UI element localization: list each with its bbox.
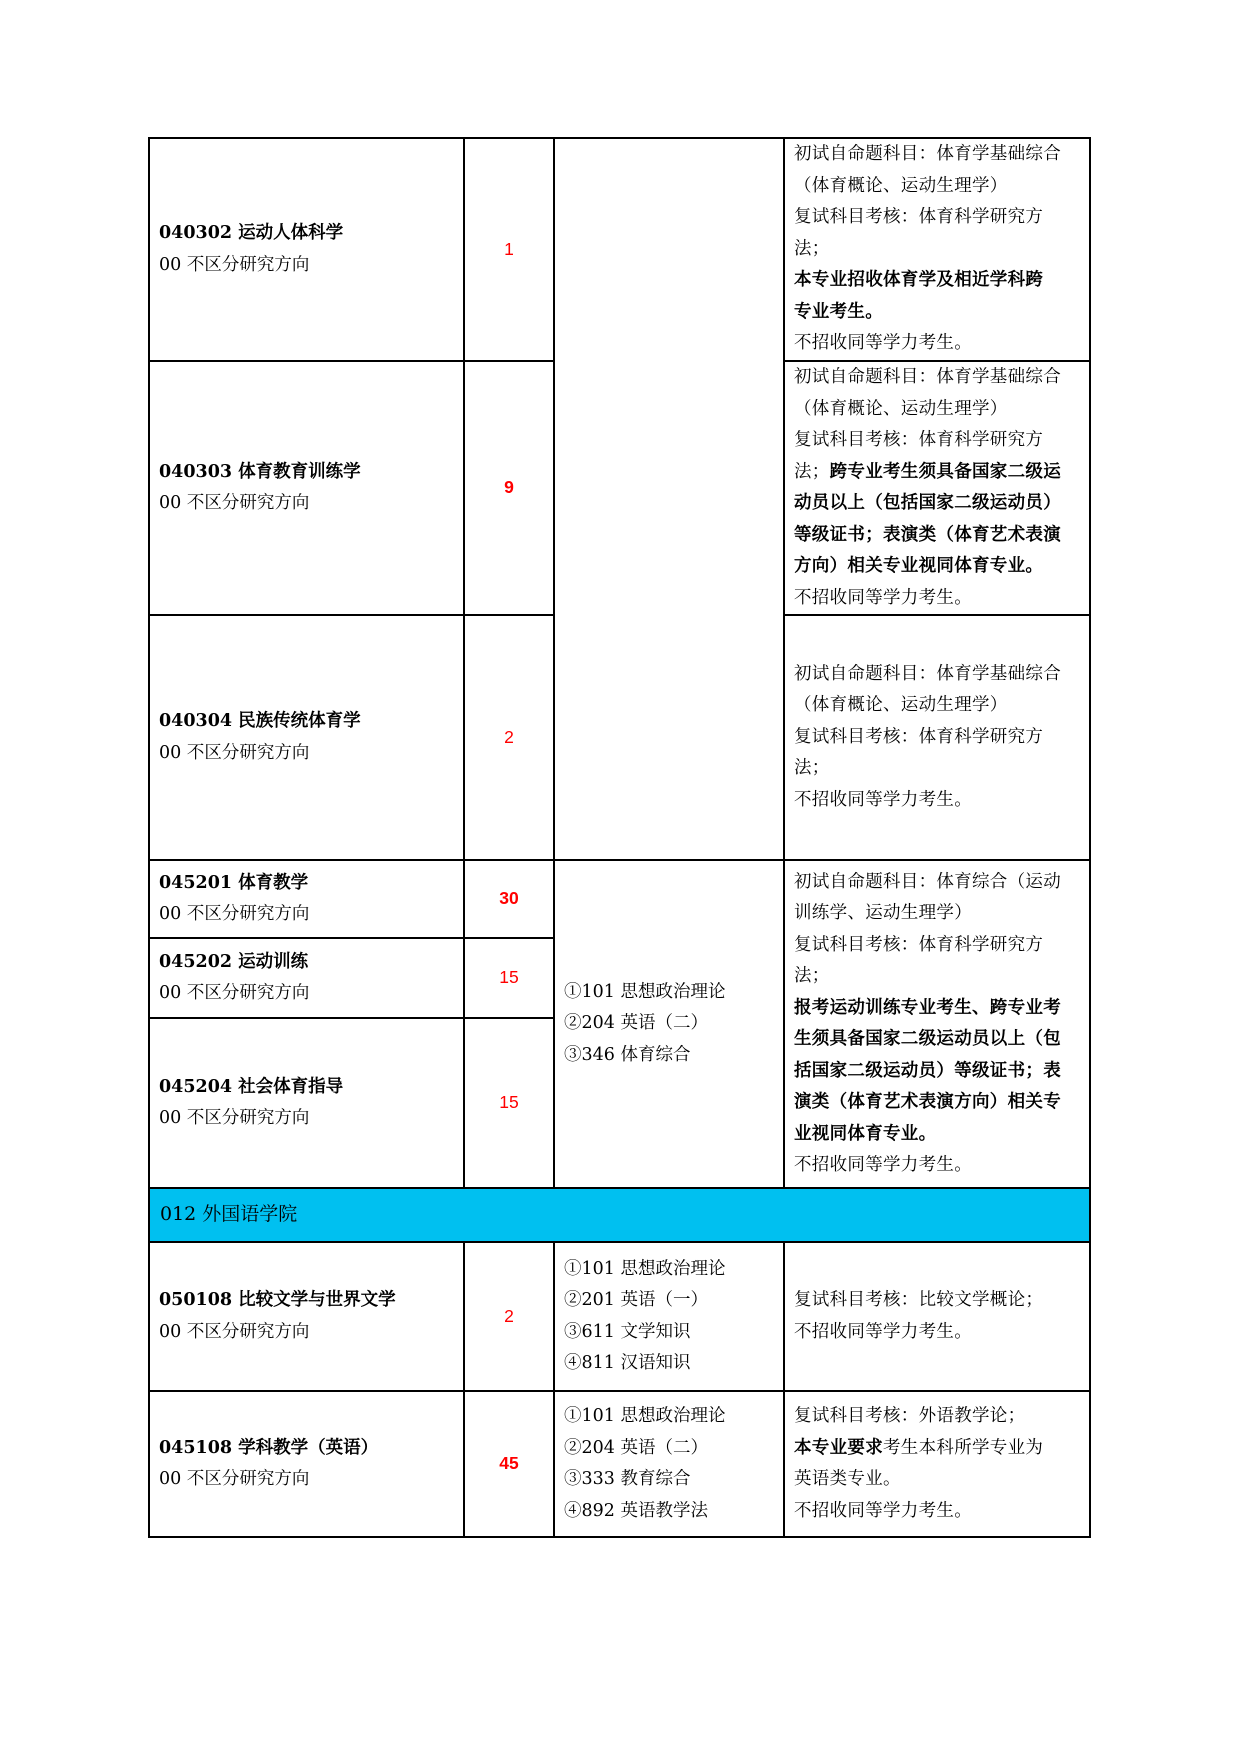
notes-cell — [784, 138, 1090, 361]
note-line: 初试自命题科目：体育学基础综合 — [794, 367, 1061, 387]
exam-subject: ①101 思想政治理论 — [564, 1258, 726, 1279]
program-code: 045201 体育教学 — [159, 872, 309, 893]
research-direction: 00 不区分研究方向 — [159, 1108, 310, 1128]
note-line-bold: 本专业要求 — [794, 1437, 883, 1458]
note-line: 复试科目考核：体育科学研究方 — [794, 430, 1044, 450]
program-cell — [149, 138, 464, 361]
program-cell — [149, 938, 464, 1018]
note-line-bold: 报考运动训练专业考生、跨专业考 — [794, 997, 1061, 1018]
note-line-bold: 业视同体育专业。 — [794, 1123, 937, 1144]
table-row — [149, 138, 1090, 361]
program-cell — [149, 1242, 464, 1391]
enrollment-table — [148, 137, 1091, 1538]
note-line-bold: 动员以上（包括国家二级运动员） — [794, 493, 1061, 513]
note-line: 初试自命题科目：体育综合（运动 — [794, 871, 1061, 892]
enrollment-count: 1 — [464, 138, 554, 361]
program-code: 045204 社会体育指导 — [159, 1076, 344, 1097]
note-line: 初试自命题科目：体育学基础综合 — [794, 144, 1061, 165]
note-line: 不招收同等学力考生。 — [794, 587, 972, 608]
note-line: 训练学、运动生理学） — [794, 903, 972, 923]
note-line: 考生本科所学专业为 — [883, 1437, 1044, 1458]
research-direction: 00 不区分研究方向 — [159, 742, 310, 763]
note-line: 复试科目考核：比较文学概论； — [794, 1290, 1044, 1310]
note-line: （体育概论、运动生理学） — [794, 398, 1008, 419]
program-code: 040304 民族传统体育学 — [159, 711, 361, 731]
program-code: 045108 学科教学（英语） — [159, 1437, 379, 1458]
exam-subject: ①101 思想政治理论 — [564, 1406, 726, 1426]
table-row — [149, 1242, 1090, 1391]
research-direction: 00 不区分研究方向 — [159, 493, 310, 513]
note-line: 不招收同等学力考生。 — [794, 333, 972, 354]
enrollment-count: 15 — [464, 1018, 554, 1188]
enrollment-count: 45 — [464, 1391, 554, 1537]
exam-subject: ①101 思想政治理论 — [564, 981, 726, 1002]
note-line: 不招收同等学力考生。 — [794, 789, 972, 810]
exam-subject: ④811 汉语知识 — [564, 1353, 691, 1373]
program-cell — [149, 860, 464, 938]
research-direction: 00 不区分研究方向 — [159, 254, 310, 275]
notes-cell — [784, 860, 1090, 1188]
note-line: 法； — [794, 758, 830, 779]
note-line-bold: 生须具备国家二级运动员以上（包 — [794, 1029, 1061, 1049]
program-cell — [149, 1391, 464, 1537]
table-row — [149, 860, 1090, 938]
program-code: 045202 运动训练 — [159, 951, 309, 972]
program-code: 040302 运动人体科学 — [159, 223, 344, 243]
program-cell — [149, 615, 464, 860]
note-line: 法； — [794, 461, 830, 482]
exam-subject: ③346 体育综合 — [564, 1044, 691, 1065]
note-line-bold: 本专业招收体育学及相近学科跨 — [794, 270, 1044, 291]
exam-subject: ③611 文学知识 — [564, 1321, 691, 1342]
notes-cell — [784, 1391, 1090, 1537]
note-line: 复试科目考核：体育科学研究方 — [794, 207, 1044, 228]
note-line: 复试科目考核：体育科学研究方 — [794, 726, 1044, 747]
note-line: 不招收同等学力考生。 — [794, 1500, 972, 1521]
note-line-bold: 括国家二级运动员）等级证书；表 — [794, 1060, 1061, 1081]
note-line: 不招收同等学力考生。 — [794, 1155, 972, 1175]
enrollment-count: 2 — [464, 1242, 554, 1391]
exam-subjects-cell — [554, 1242, 784, 1391]
exam-subject: ②201 英语（一） — [564, 1290, 708, 1310]
table-row — [149, 1391, 1090, 1537]
note-line-bold: 方向）相关专业视同体育专业。 — [794, 556, 1044, 576]
notes-cell — [784, 1242, 1090, 1391]
program-code: 040303 体育教育训练学 — [159, 461, 361, 482]
note-line-bold: 等级证书；表演类（体育艺术表演 — [794, 524, 1061, 545]
exam-subject: ②204 英语（二） — [564, 1437, 708, 1458]
note-line: 复试科目考核：体育科学研究方 — [794, 934, 1044, 955]
note-line: 法； — [794, 966, 830, 986]
note-line: 法； — [794, 238, 830, 259]
note-line: 初试自命题科目：体育学基础综合 — [794, 663, 1061, 684]
section-title: 012 外国语学院 — [149, 1188, 1090, 1242]
research-direction: 00 不区分研究方向 — [159, 983, 310, 1003]
enrollment-count: 2 — [464, 615, 554, 860]
note-line: 不招收同等学力考生。 — [794, 1321, 972, 1342]
program-cell — [149, 1018, 464, 1188]
exam-subjects-cell — [554, 860, 784, 1188]
enrollment-count: 15 — [464, 938, 554, 1018]
exam-subject: ③333 教育综合 — [564, 1469, 691, 1489]
exam-subjects-cell — [554, 138, 784, 860]
program-cell — [149, 361, 464, 615]
note-line-bold: 演类（体育艺术表演方向）相关专 — [794, 1092, 1061, 1112]
enrollment-count: 9 — [464, 361, 554, 615]
notes-cell — [784, 615, 1090, 860]
note-line: （体育概论、运动生理学） — [794, 695, 1008, 716]
exam-subject: ②204 英语（二） — [564, 1013, 708, 1034]
note-line-bold: 专业考生。 — [794, 301, 883, 322]
research-direction: 00 不区分研究方向 — [159, 1321, 310, 1342]
note-line: （体育概论、运动生理学） — [794, 175, 1008, 196]
exam-subject: ④892 英语教学法 — [564, 1500, 708, 1521]
exam-subjects-cell — [554, 1391, 784, 1537]
research-direction: 00 不区分研究方向 — [159, 1469, 310, 1489]
research-direction: 00 不区分研究方向 — [159, 904, 310, 924]
enrollment-count: 30 — [464, 860, 554, 938]
note-line: 英语类专业。 — [794, 1469, 901, 1489]
section-header-row — [149, 1188, 1090, 1242]
note-line-bold: 跨专业考生须具备国家二级运 — [829, 461, 1062, 482]
notes-cell — [784, 361, 1090, 615]
note-line: 复试科目考核：外语教学论； — [794, 1406, 1026, 1426]
program-code: 050108 比较文学与世界文学 — [159, 1290, 396, 1310]
